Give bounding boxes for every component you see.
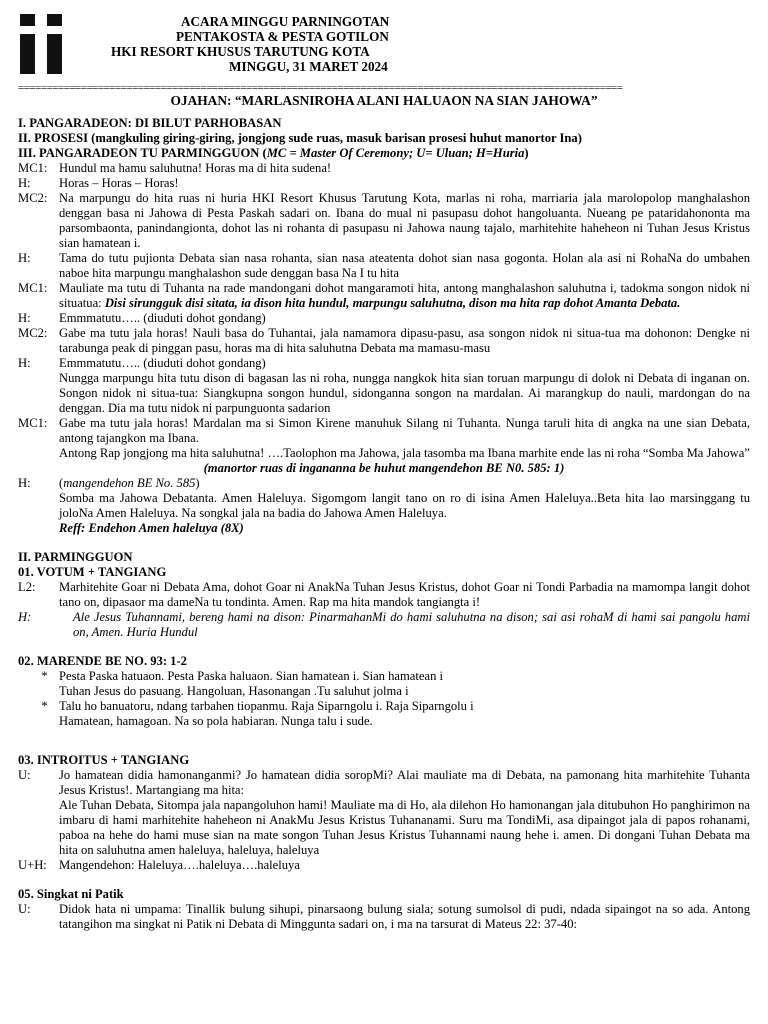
manortor-note: (manortor ruas di ingananna be huhut mangendehon BE N0. 585: 1) [203, 461, 565, 475]
section-prosesi: II. PROSESI (mangkuling giring-giring, jongjong sude ruas, masuk barisan prosesi huhut manortor Ina) [18, 131, 582, 145]
dialog-line: H: Tama do tutu pujionta Debata sian nasa rohanta, sian nasa ateatenta dohot sian nasa gogonta. Holan ala asi ni RohaNa do umbahen naboe hita marpungu manghalashon sude denggan basa Na I tu hita [18, 251, 750, 280]
separator-line: ========================================================================================================== [18, 83, 623, 93]
section-patik: 05. Singkat ni Patik [18, 887, 124, 901]
header-date: MINGGU, 31 MARET 2024 [229, 59, 388, 74]
document-body [18, 116, 750, 932]
dialog-line: H: Horas – Horas – Horas! [18, 176, 179, 190]
dialog-line: U: Jo hamatean didia hamonanganmi? Jo hamatean didia soropMi? Alai mauliate ma di Debata, na pamonang hita marhitehite Tuhanta Jesus Kristus!. Martangiang ma hita: Ale Tuhan Debata, Sitompa jala napangoluhon hami! Mauliate ma di Ho, ala dilehon Ho hamonangan jala ditubuhon Ho panghirimon na imbaru di hami marhitehite haheheon ni AnakMu Jesus Kristus Tuhananami. Suru ma TondiMi, asa dipaingot jala di papos rohanami, paboa na hehe do hami muse sian na mate songon Tuhan Jesus Kristus Tuhannami naung hehe i. amen. Di dongani Tuhan Debata ma hita on saluhutna amen haleluya, haleluya, haleluya [18, 768, 750, 857]
header-line-3: HKI RESORT KHUSUS TARUTUNG KOTA [111, 44, 370, 59]
section-parminggu: II. PARMINGGUON [18, 550, 133, 564]
dialog-line: U: Didok hata ni umpama: Tinallik bulung sihupi, pinarsaong bulung siala; sotung sumolsol di pudi, ndada sipaingot na so ada. Antong tatangihon ma singkat ni Patik ni Debata di Mingguntа sadari on, i ma na tarsurat di Mateus 22: 37-40: [18, 902, 750, 931]
dialog-line: MC1: Mauliate ma tutu di Tuhanta na rade mandongani dohot mangaramoti hita, antong manghalashon saluhutna i, tadokma songon nidok ni situatua: Disi sirungguk disi sitata, ia dison hita hundul, marpungu saluhutna, dison ma hita rap dohot Amanta Debata. [18, 281, 750, 310]
hki-logo-icon [18, 14, 64, 74]
dialog-line: MC2: Gabe ma tutu jala horas! Nauli basa do Tuhantai, jala namamora dipasu-pasu, asa songon nidok ni situa-tua ma dohonon: Dengke ni tarabunga peak di pinggan pasu, horas ma di hita saluhutna Debata ma mamasu-masu [18, 326, 750, 355]
sermon-title: OJAHAN: “MARLASNIROHA ALANI HALUAON NA SIAN JAHOWA” [170, 93, 598, 108]
header-line-2: PENTAKOSTA & PESTA GOTILON [176, 29, 389, 44]
verse: * Talu ho banuatoru, ndang tarbahen tiopanmu. Raja Siparngolu i. Raja Siparngolu i Hamatean, hamagoan. Na so pola habiaran. Nunga talu i sude. [41, 699, 474, 728]
dialog-line: U+H: Mangendehon: Haleluya….haleluya….haleluya [18, 858, 300, 872]
dialog-line: MC1: Gabe ma tutu jala horas! Mardalan ma si Simon Kirene manuhuk Silang ni Tuhanta. Nunga taruli hita di angka na une sian Debata, antong tajangkon ma Ibana. [18, 416, 750, 445]
song-reff: Reff: Endehon Amen haleluya (8X) [59, 521, 244, 535]
section-votum: 01. VOTUM + TANGIANG [18, 565, 167, 579]
dialog-line: MC2: Na marpungu do hita ruas ni huria HKI Resort Khusus Tarutung Kota, marlas ni roha, marriaria jala marolopolop manghalashon denggan basa ni Jahowa di Pesta Paskah sadari on. Ibana do mual ni pasupasu dohot hangoluanta. Nueang pe pataridahononta ma parsombaonta, panindangionta, dohot las ni rohanta di pasupasu ni Jahowa naung tajalo, marhitehite haheheon ni Tuhan Jesus Kristus sian hamatean i. [18, 191, 750, 250]
section-pangaradeon-1: I. PANGARADEON: DI BILUT PARHOBASAN [18, 116, 282, 130]
dialog-line: H: Ale Jesus Tuhannami, bereng hami na dison: PinarmahanMi do hami saluhutna na dison; sai asi rohaM di hami sai pangolu hami on, Amen. Huria Hundul [18, 610, 750, 639]
dialog-line: H: Emmmatutu….. (diuduti dohot gondang) [18, 311, 266, 325]
section-introitus: 03. INTROITUS + TANGIANG [18, 753, 190, 767]
header-line-1: ACARA MINGGU PARNINGOTAN [181, 14, 390, 29]
dialog-line: Antong Rap jongjong ma hita saluhutna! ….Taolophon ma Jahowa, jala tasomba ma Ibana marhite ende las ni roha “Somba Ma Jahowa” [59, 446, 750, 460]
dialog-line: Nungga marpungu hita tutu dison di bagasan las ni roha, nungga nangkok hita sian toruan marpungu di dolok ni Debata di inganan on. Songon nidok ni situa-tua: Siangkupna songon hundul, sidonganna songon na mardalan. Ai marangkup do nauli, mardongan do na denggan. Dia ma tutu nidok ni parpunguonta sadarion [59, 371, 750, 415]
section-marende: 02. MARENDE BE NO. 93: 1-2 [18, 654, 187, 668]
song-lyrics: Somba ma Jahowa Debatanta. Amen Haleluya. Sigomgom langit tano on ro di isina Amen Haleluya..Beta hita lao marsinggang tu joloNa Amen Haleluya. Na songkal jala na badia do Jahowa Amen Haleluya. [59, 491, 750, 520]
dialog-line: L2: Marhitehite Goar ni Debata Ama, dohot Goar ni AnakNa Tuhan Jesus Kristus, dohot Goar ni Tondi Parbadia na mamompa langit dohot tano on, dipasaor ma dameNa tu tondinta. Amen. Rap ma hita mandok tangiangta i! [18, 580, 750, 609]
dialog-line: H: Emmmatutu….. (diuduti dohot gondang) [18, 356, 266, 370]
section-pangaradeon-2: III. PANGARADEON TU PARMINGGUON (MC = Master Of Ceremony; U= Uluan; H=Huria) [18, 146, 529, 160]
song-585: H: (mangendehon BE No. 585) Somba ma Jahowa Debatanta. Amen Haleluya. Sigomgom langit tano on ro di isina Amen Haleluya..Beta hita lao marsinggang tu joloNa Amen Haleluya. Na songkal jala na badia do Jahowa Amen Haleluya. Reff: Endehon Amen haleluya (8X) [18, 476, 750, 535]
verse: * Pesta Paska hatuaon. Pesta Paska haluaon. Sian hamatean i. Sian hamatean i Tuhan Jesus do pasuang. Hangoluan, Hasonangan .Tu saluhut jolma i [41, 669, 444, 698]
dialog-line: MC1: Hundul ma hamu saluhutna! Horas ma di hita sudena! [18, 161, 332, 175]
